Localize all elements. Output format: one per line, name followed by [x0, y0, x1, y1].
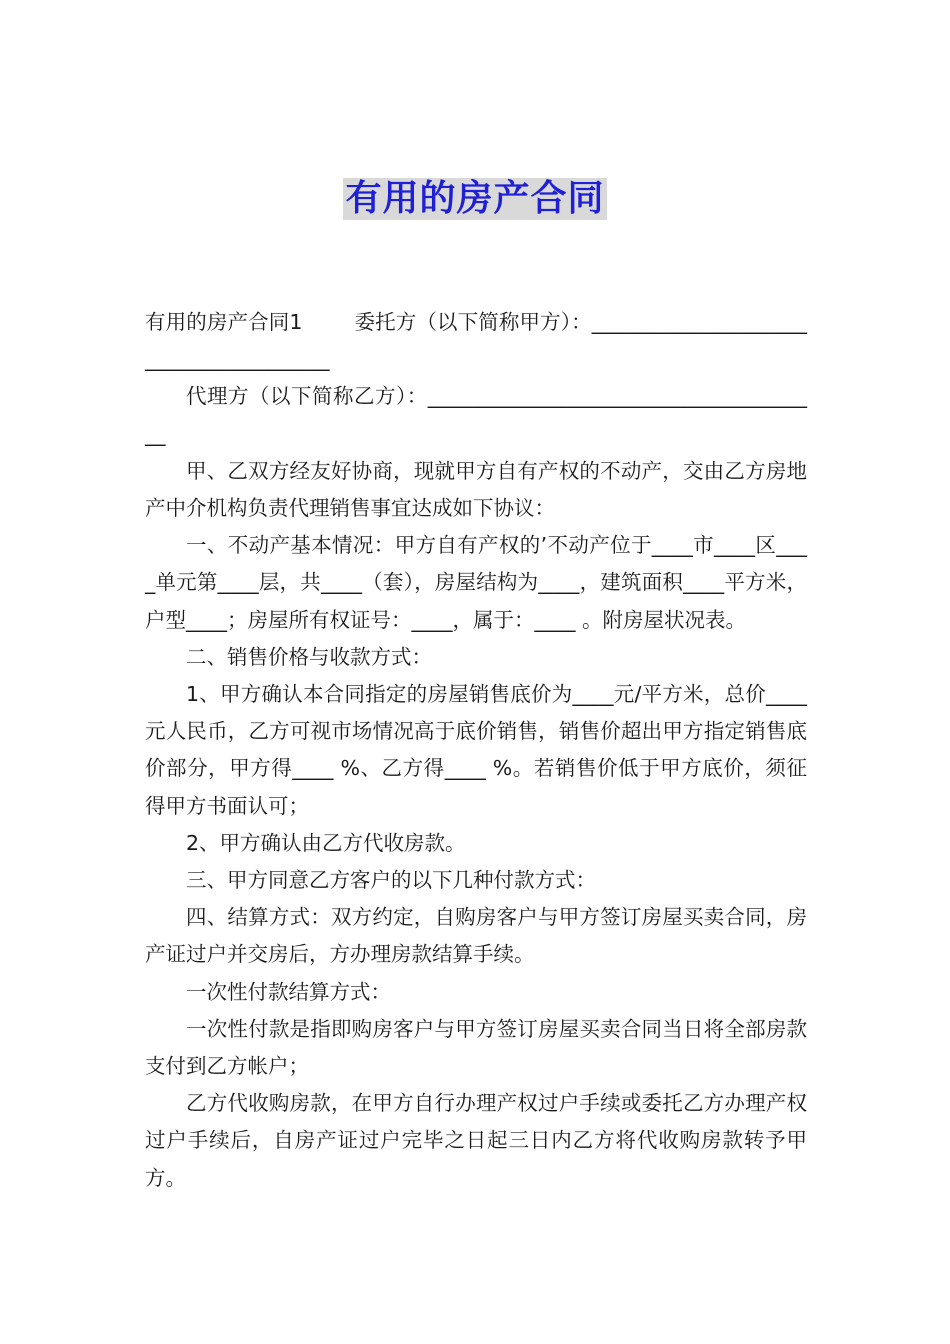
paragraph-section-2-heading: 二、销售价格与收款方式： — [186, 644, 432, 669]
contract-number-label: 有用的房产合同1 — [145, 310, 303, 334]
paragraph-section-4: 四、结算方式：双方约定，自购房客户与甲方签订房屋买卖合同，房产证过户并交房后，方办理房款结算手续。 — [145, 905, 807, 967]
paragraph-section-3: 三、甲方同意乙方客户的以下几种付款方式： — [186, 868, 596, 893]
paragraph-1 — [145, 304, 807, 378]
document-body — [145, 304, 807, 1197]
paragraph-lump-sum-heading: 一次性付款结算方式： — [186, 979, 391, 1004]
paragraph-section-1: 一、不动产基本情况：甲方自有产权的’不动产位于____市____区____单元第____层，共____（套），房屋结构为____，建筑面积____平方米，户型____；房屋所有权证号：____，属于：____ 。附房屋状况表。 — [145, 533, 807, 632]
title-wrap — [0, 178, 950, 220]
paragraph-lump-sum-definition: 一次性付款是指即购房客户与甲方签订房屋买卖合同当日将全部房款支付到乙方帐户； — [145, 1016, 807, 1079]
agent-party-line: 代理方（以下简称乙方）：_______________________________________ — [145, 384, 807, 446]
paragraph-intro: 甲、乙双方经友好协商，现就甲方自有产权的不动产，交由乙方房地产中介机构负责代理销售事宜达成如下协议： — [145, 458, 807, 521]
paragraph-clause-2-1: 1、甲方确认本合同指定的房屋销售底价为____元/平方米，总价____元人民币，乙方可视市场情况高于底价销售，销售价超出甲方指定销售底价部分，甲方得____ %、乙方得____ %。若销售价低于甲方底价，须征得甲方书面认可； — [145, 682, 807, 818]
paragraph-clause-2-2: 2、甲方确认由乙方代收房款。 — [186, 830, 466, 855]
document-title: 有用的房产合同 — [345, 178, 605, 219]
paragraph-agent-collection: 乙方代收购房款，在甲方自行办理产权过户手续或委托乙方办理产权过户手续后，自房产证过户完毕之日起三日内乙方将代收购房款转予甲方。 — [145, 1091, 807, 1190]
principal-party-line: 委托方（以下简称甲方）：_______________________________________ — [145, 310, 808, 372]
